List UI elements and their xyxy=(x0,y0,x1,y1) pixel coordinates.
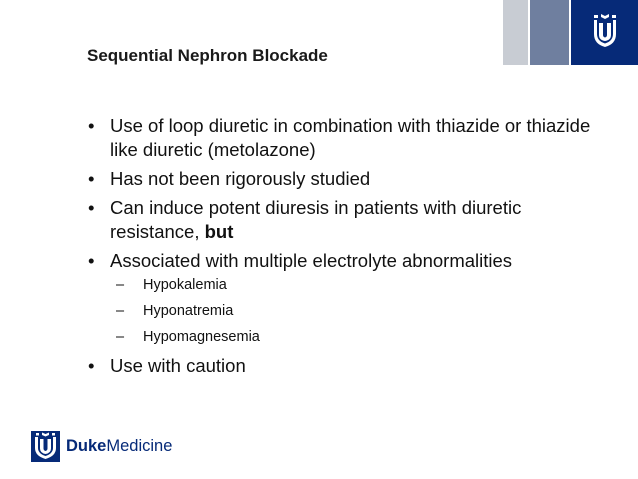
sub-bullet-text: Hypomagnesemia xyxy=(143,329,260,345)
bullet-text: Has not been rigorously studied xyxy=(110,168,371,189)
sub-bullet-dash: – xyxy=(116,329,125,345)
bullet-item xyxy=(88,167,608,191)
bullet-dot: • xyxy=(88,197,95,218)
bullet-dot: • xyxy=(88,115,95,136)
sub-bullet-text: Hypokalemia xyxy=(143,277,227,293)
bullet-item xyxy=(88,354,608,378)
header-block-mid xyxy=(530,0,569,65)
slide-title: Sequential Nephron Blockade xyxy=(87,46,328,65)
bullet-item xyxy=(88,114,608,162)
sub-bullet-list xyxy=(88,276,608,347)
sub-bullet-text: Hyponatremia xyxy=(143,303,234,319)
bullet-text: Can induce potent diuresis in patients with diuretic resistance, xyxy=(110,197,522,242)
bullet-item xyxy=(88,196,608,244)
bullet-dot: • xyxy=(88,168,95,189)
bullet-item xyxy=(88,249,608,273)
logo-brand-bold: Duke xyxy=(66,437,107,455)
duke-shield-icon xyxy=(31,431,60,462)
bullet-text: Associated with multiple electrolyte abnormalities xyxy=(110,250,513,271)
sub-bullet-item xyxy=(88,302,608,321)
logo-brand-regular: Medicine xyxy=(106,437,173,455)
bullet-text-bold: but xyxy=(204,221,234,242)
sub-bullet-item xyxy=(88,276,608,295)
logo-wordmark xyxy=(66,437,172,456)
sub-bullet-dash: – xyxy=(116,303,125,319)
bullet-dot: • xyxy=(88,250,95,271)
bullet-list xyxy=(88,114,608,383)
duke-shield-icon xyxy=(592,14,618,48)
bullet-text: Use of loop diuretic in combination with thiazide or thiazide like diuretic (metolazone) xyxy=(110,115,591,160)
header-block-light xyxy=(503,0,528,65)
bullet-dot: • xyxy=(88,355,95,376)
sub-bullet-dash: – xyxy=(116,277,125,293)
bullet-text: Use with caution xyxy=(110,355,246,376)
sub-bullet-item xyxy=(88,328,608,347)
